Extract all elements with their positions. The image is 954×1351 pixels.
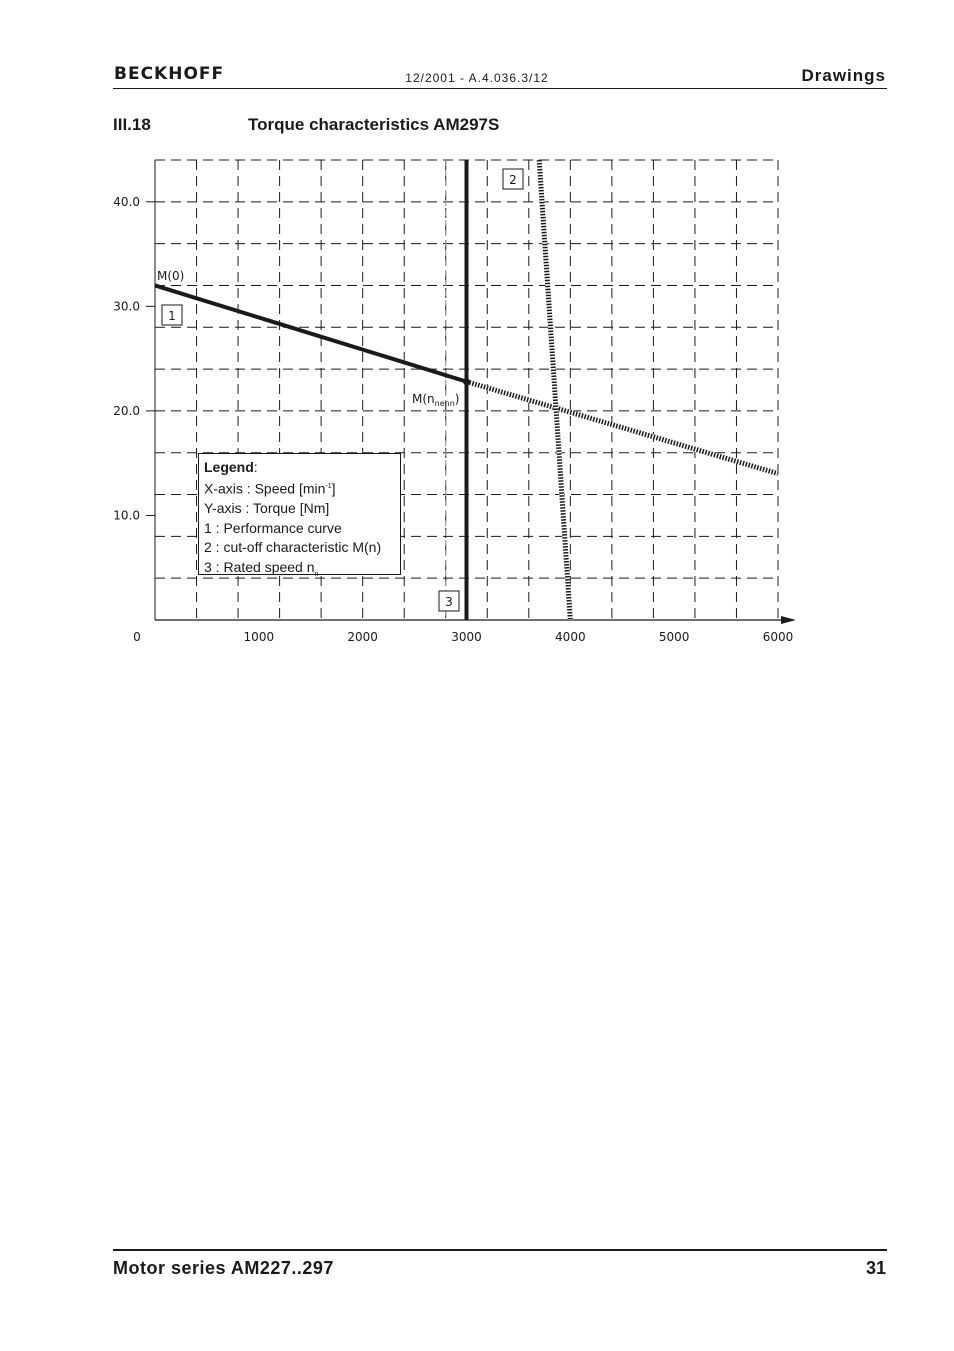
legend-x-axis: X-axis : Speed $[\min^{-1}]$ — [204, 481, 336, 498]
section-title: Torque characteristics AM297S — [248, 115, 500, 134]
footer-series: Motor series AM227..297 — [113, 1258, 334, 1278]
x-tick-labels — [133, 630, 793, 644]
page-number: 31 — [865, 1258, 886, 1278]
series-1-hatched — [466, 379, 779, 476]
svg-text:3: 3 — [445, 595, 453, 609]
legend-item-1: 1 : Performance curve — [204, 519, 342, 536]
annotation-m-nenn: $M(n_{nenn})$ — [412, 392, 460, 408]
x-tick-label: 4000 — [555, 630, 586, 644]
curve-marker-1 — [162, 305, 182, 325]
series-1-solid — [155, 285, 467, 381]
y-tick-label: 20.0 — [113, 403, 140, 418]
y-tick-label: 10.0 — [113, 508, 140, 523]
x-tick-label: 0 — [133, 630, 141, 644]
svg-text:2: 2 — [509, 173, 517, 187]
y-tick-label: 40.0 — [113, 194, 140, 209]
svg-text:1: 1 — [168, 309, 176, 323]
footer-rule — [113, 1249, 887, 1251]
x-tick-label: 1000 — [243, 630, 275, 644]
x-tick-label: 6000 — [762, 630, 794, 644]
legend-item-3: 3 : Rated speed $n_n$ — [204, 558, 319, 578]
header-section-label: Drawings — [801, 66, 886, 85]
y-tick-labels — [113, 195, 155, 523]
x-tick-label: 2000 — [347, 630, 378, 644]
x-tick-label: 3000 — [451, 630, 482, 644]
curve-marker-2 — [503, 169, 523, 189]
curve-marker-3 — [439, 591, 459, 611]
brand-logo-text: BECKHOFF — [114, 64, 225, 84]
x-axis-arrow — [781, 616, 796, 624]
rated-point-marker — [463, 378, 470, 385]
legend-item-2: 2 : cut-off characteristic M(n) — [204, 539, 382, 556]
document-reference: 12/2001 - A.4.036.3/12 — [405, 71, 549, 85]
legend-title: Legend — [204, 459, 254, 475]
annotation-m0: M(0) — [157, 269, 185, 283]
series-2-hatched — [537, 160, 573, 620]
chart-legend: Legend: X-axis : Speed $[\min^{-1}]$ Y-axis : Torque [Nm] 1 : Performance curve 2 : cut-off characteristic M(n) 3 : Rated speed $n_n$ — [198, 453, 401, 575]
section-number: III.18 — [113, 115, 151, 134]
y-tick-label: 30.0 — [113, 299, 140, 314]
legend-y-axis: Y-axis : Torque [Nm] — [204, 500, 330, 517]
x-tick-label: 5000 — [658, 630, 690, 644]
